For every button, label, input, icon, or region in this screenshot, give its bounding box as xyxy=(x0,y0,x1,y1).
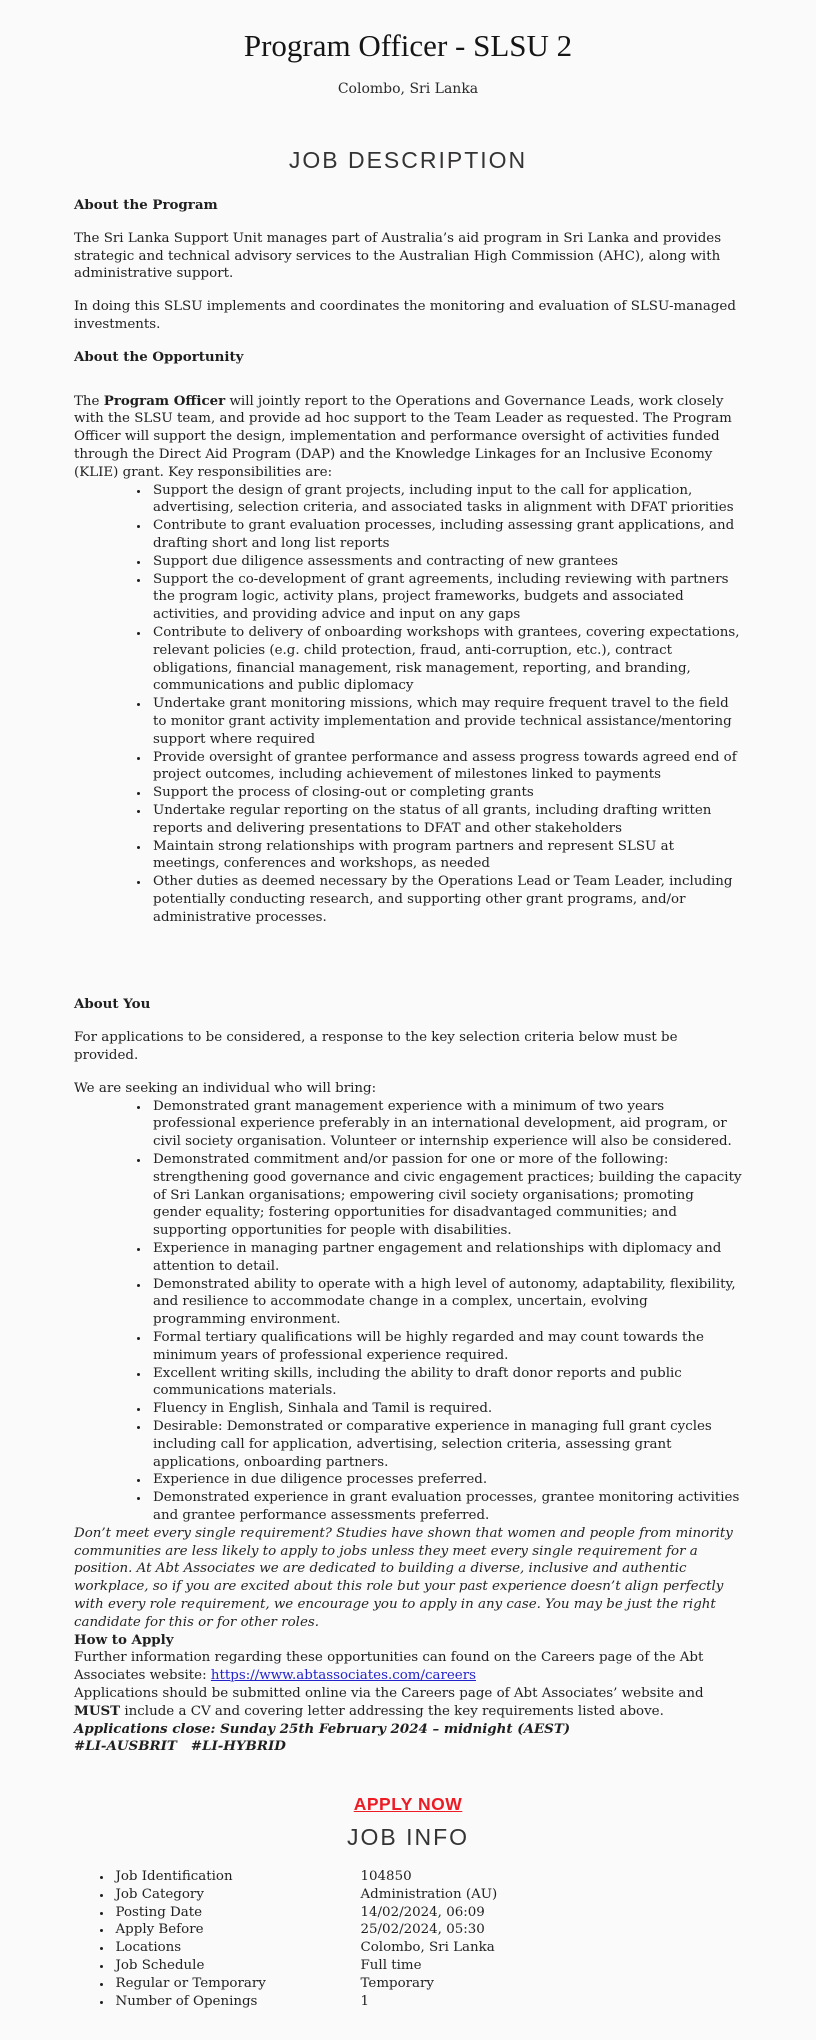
further-info-paragraph xyxy=(74,1649,742,1685)
apply-section xyxy=(0,1796,816,1816)
job-info-row xyxy=(112,1957,780,1975)
submit-text-rest: include a CV and covering letter addressing the key requirements listed above. xyxy=(120,1703,664,1719)
job-info-row xyxy=(112,1868,780,1886)
intro-text: The xyxy=(74,393,104,409)
info-label: Job Identification xyxy=(115,1868,233,1884)
submit-paragraph xyxy=(74,1685,742,1721)
job-location: Colombo, Sri Lanka xyxy=(337,81,479,97)
job-info-row xyxy=(112,1993,780,2011)
criterion-item: • Experience in managing partner engagement and relationships with diplomacy and attention to detail. xyxy=(149,1240,742,1276)
info-value: 25/02/2024, 05:30 xyxy=(360,1922,485,1938)
criterion-item: • Desirable: Demonstrated or comparative experience in managing full grant cycles including call for application, advertising, selection criteria, assessing grant applications, onboarding partners. xyxy=(149,1418,742,1471)
info-label: Job Schedule xyxy=(115,1957,205,1973)
info-label: Number of Openings xyxy=(115,1993,258,2009)
further-info-text: Further information regarding these opportunities can found on the Careers page of the Abt Associates website: xyxy=(74,1650,704,1684)
responsibility-item: • Contribute to delivery of onboarding workshops with grantees, covering expectations, relevant policies (e.g. child protection, fraud, anti-corruption, etc.), contract obligations, financial management, risk management, reporting, and branding, communications and public diplomacy xyxy=(149,624,742,695)
closing-date-line: Applications close: Sunday 25th February 2024 – midnight (AEST) xyxy=(74,1720,571,1737)
responsibility-item: • Maintain strong relationships with program partners and represent SLSU at meetings, conferences and workshops, as needed xyxy=(149,838,742,874)
responsibility-item: • Support the co-development of grant agreements, including reviewing with partners the program logic, activity plans, project frameworks, budgets and associated activities, and providing advice and input on any gaps xyxy=(149,571,742,624)
info-label: Job Category xyxy=(115,1886,204,1902)
hashtags-line: #LI-AUSBRIT #LI-HYBRID xyxy=(74,1738,286,1755)
criterion-item: • Formal tertiary qualifications will be highly regarded and may count towards the minimum years of professional experience required. xyxy=(149,1329,742,1365)
responsibility-item: • Other duties as deemed necessary by the Operations Lead or Team Leader, including potentially conducting research, and supporting other grant programs, and/or administrative processes. xyxy=(149,873,742,926)
info-value: Temporary xyxy=(360,1975,434,1991)
about-you-paragraph-1: For applications to be considered, a response to the key selection criteria below must be provided. xyxy=(74,1030,678,1064)
section-heading-about-opportunity: About the Opportunity xyxy=(74,348,244,365)
criterion-item: • Fluency in English, Sinhala and Tamil is required. xyxy=(149,1400,742,1418)
about-you-paragraph-2: We are seeking an individual who will bring: xyxy=(74,1080,377,1096)
info-value: Administration (AU) xyxy=(360,1886,498,1902)
criterion-item: • Excellent writing skills, including the ability to draft donor reports and public communications materials. xyxy=(149,1365,742,1401)
criterion-item: • Experience in due diligence processes preferred. xyxy=(149,1471,742,1489)
submit-text: Applications should be submitted online via the Careers page of Abt Associates’ website and xyxy=(74,1685,704,1701)
responsibility-item: • Undertake regular reporting on the status of all grants, including drafting written reports and delivering presentations to DFAT and other stakeholders xyxy=(149,802,742,838)
info-value: Colombo, Sri Lanka xyxy=(360,1940,495,1956)
info-label: Apply Before xyxy=(115,1922,204,1938)
diversity-note: Don’t meet every single requirement? Studies have shown that women and people from minority communities are less likely to apply to jobs unless they meet every single requirement for a position. At Abt Associates we are dedicated to building a diverse, inclusive and authentic workplace, so if you are excited about this role but your past experience doesn’t align perfectly with every role requirement, we encourage you to apply in any case. You may be just the right candidate for this or for other roles. xyxy=(74,1525,733,1630)
responsibilities-list xyxy=(74,482,742,927)
info-value: Full time xyxy=(360,1957,422,1973)
job-info-list xyxy=(37,1868,780,2010)
submit-must: MUST xyxy=(74,1702,121,1719)
responsibility-item: • Undertake grant monitoring missions, which may require frequent travel to the field to monitor grant activity implementation and provide technical assistance/mentoring support where required xyxy=(149,695,742,748)
job-description-body xyxy=(74,197,742,1756)
responsibility-item: • Provide oversight of grantee performance and assess progress towards agreed end of project outcomes, including achievement of milestones linked to payments xyxy=(149,749,742,785)
info-label: Regular or Temporary xyxy=(115,1975,266,1991)
section-heading-about-you: About You xyxy=(74,996,151,1013)
criterion-item: • Demonstrated experience in grant evaluation processes, grantee monitoring activities and grantee performance assessments preferred. xyxy=(149,1489,742,1525)
job-info-row xyxy=(112,1904,780,1922)
apply-now-button[interactable]: APPLY NOW xyxy=(353,1794,463,1815)
section-heading-how-to-apply: How to Apply xyxy=(74,1631,174,1648)
criterion-item: • Demonstrated ability to operate with a high level of autonomy, adaptability, flexibility, and resilience to accommodate change in a complex, uncertain, evolving programming environment. xyxy=(149,1276,742,1329)
job-info-row xyxy=(112,1939,780,1957)
criterion-item: • Demonstrated commitment and/or passion for one or more of the following: strengthening good governance and civic engagement practices; building the capacity of Sri Lankan organisations; empowering civil society organisations; promoting gender equality; fostering opportunities for disadvantaged communities; and supporting opportunities for people with disabilities. xyxy=(149,1151,742,1240)
info-label: Posting Date xyxy=(115,1904,203,1920)
job-info-heading: JOB INFO xyxy=(346,1823,470,1850)
responsibility-item: • Contribute to grant evaluation processes, including assessing grant applications, and drafting short and long list reports xyxy=(149,517,742,553)
job-info-row xyxy=(112,1975,780,1993)
about-program-paragraph-2: In doing this SLSU implements and coordinates the monitoring and evaluation of SLSU-managed investments. xyxy=(74,299,736,332)
responsibility-item: • Support the design of grant projects, including input to the call for application, advertising, selection criteria, and associated tasks in alignment with DFAT priorities xyxy=(149,482,742,518)
opportunity-intro-paragraph xyxy=(74,393,742,482)
info-value: 104850 xyxy=(360,1868,412,1884)
intro-text-rest: will jointly report to the Operations and Governance Leads, work closely with the SLSU team, and provide ad hoc support to the Team Leader as requested. The Program Officer will support the design, implementation and performance oversight of activities funded through the Direct Aid Program (DAP) and the Knowledge Linkages for an Inclusive Economy (KLIE) grant. Key responsibilities are: xyxy=(74,393,732,480)
careers-page-link[interactable]: https://www.abtassociates.com/careers xyxy=(210,1668,476,1684)
criterion-item: • Demonstrated grant management experience with a minimum of two years professional experience preferably in an international development, aid program, or civil society organisation. Volunteer or internship experience will also be considered. xyxy=(149,1098,742,1151)
selection-criteria-list xyxy=(74,1098,742,1525)
job-description-heading: JOB DESCRIPTION xyxy=(288,147,528,173)
about-program-paragraph-1: The Sri Lanka Support Unit manages part of Australia’s aid program in Sri Lanka and provides strategic and technical advisory services to the Australian High Commission (AHC), along with administrative support. xyxy=(74,230,722,282)
info-value: 14/02/2024, 06:09 xyxy=(360,1904,485,1920)
info-label: Locations xyxy=(115,1940,182,1956)
intro-bold-role: Program Officer xyxy=(103,392,226,409)
job-info-row xyxy=(112,1921,780,1939)
responsibility-item: • Support the process of closing-out or completing grants xyxy=(149,784,742,802)
page-title: Program Officer - SLSU 2 xyxy=(243,28,573,63)
info-value: 1 xyxy=(360,1993,370,2009)
section-heading-about-program: About the Program xyxy=(74,197,218,213)
job-info-row xyxy=(112,1886,780,1904)
responsibility-item: • Support due diligence assessments and contracting of new grantees xyxy=(149,553,742,571)
